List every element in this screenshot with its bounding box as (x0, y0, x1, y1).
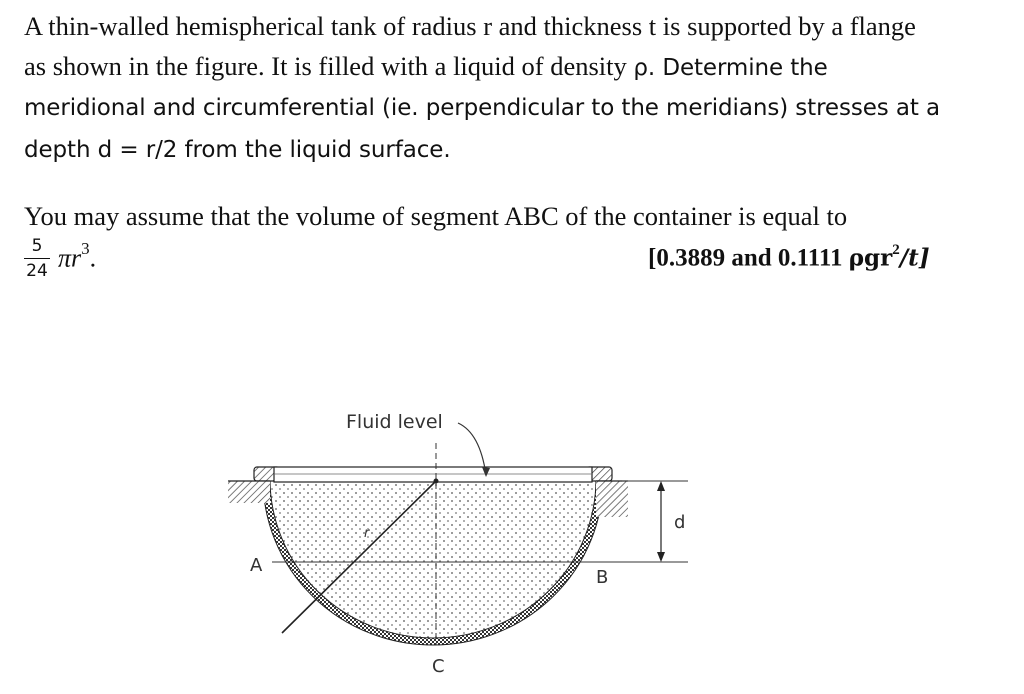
answer-open: [0.3889 and 0.1111 (648, 244, 849, 272)
problem-line-2 (24, 50, 828, 84)
depth-label: d (674, 512, 686, 533)
problem-line-2-sans: ρ. Determine the (633, 55, 828, 81)
volume-expression (58, 239, 97, 274)
answer-key (648, 244, 930, 272)
answer-tail: /t] (899, 244, 930, 272)
volume-fraction (22, 236, 52, 281)
problem-line-4-text: depth d = r/2 from the liquid surface. (24, 137, 451, 163)
volume-period: . (89, 243, 97, 273)
problem-line-3 (24, 91, 940, 124)
fluid-level-label: Fluid level (346, 411, 443, 433)
point-b-label: B (596, 567, 609, 588)
fraction-denominator: 24 (26, 261, 48, 282)
answer-exponent: 2 (892, 242, 900, 258)
point-c-label: C (432, 656, 445, 677)
problem-line-2-serif: as shown in the figure. It is filled with a liquid of density (24, 51, 627, 81)
point-a-label: A (250, 555, 263, 576)
assumption-line: You may assume that the volume of segment ABC of the container is equal to (24, 201, 848, 231)
volume-exponent: 3 (81, 239, 90, 258)
problem-line-3-text: meridional and circumferential (ie. perpendicular to the meridians) stresses at a (24, 95, 941, 121)
fraction-bar (24, 258, 50, 259)
hemisphere-tank-figure (210, 395, 710, 680)
right-support (596, 481, 628, 517)
fraction-numerator: 5 (31, 236, 43, 256)
answer-variable: ρgr (848, 244, 893, 272)
radius-label: r (364, 526, 370, 541)
fluid-surface (274, 467, 592, 482)
problem-line-1: A thin-walled hemispherical tank of radius r and thickness t is supported by a flange (24, 11, 916, 41)
left-support (228, 481, 270, 503)
volume-symbol: πr (58, 243, 82, 273)
problem-line-4 (24, 133, 451, 166)
liquid-region (270, 483, 596, 643)
